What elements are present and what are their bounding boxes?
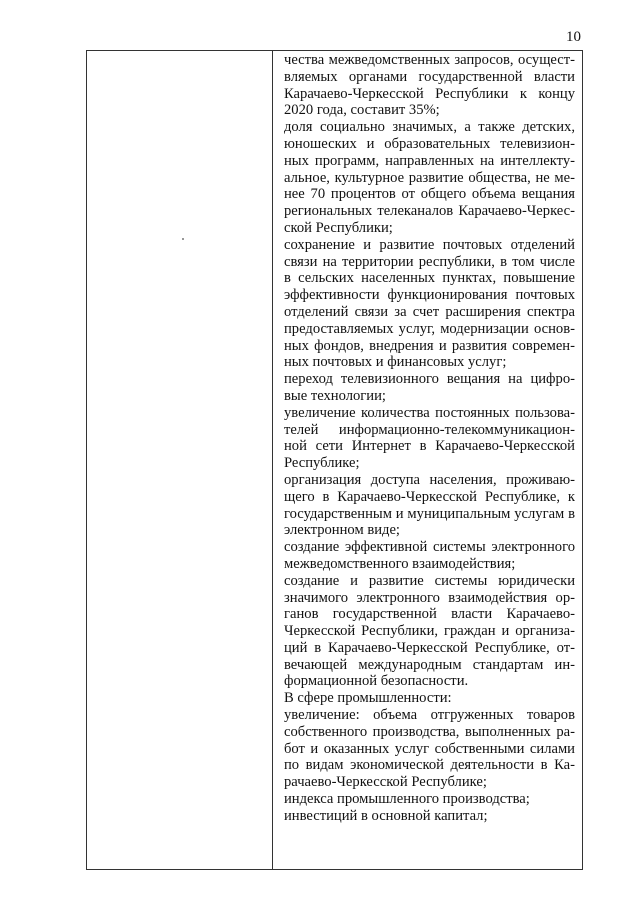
paragraph: создание и развитие системы юридически значимого электронного взаимодействия органов государственной власти Карачаево-Черкесской Республики, граждан и организаций в Карачаево-Черкесской Республике, отвечающей международным стандартам информационной безопасности. [284, 572, 575, 690]
paragraph: организация доступа населения, проживающего в Карачаево-Черкесской Республике, к государственным и муниципальным услугам в электронном виде; [284, 471, 575, 539]
section-heading: В сфере промышленности: [284, 690, 452, 707]
paragraph: увеличение количества постоянных пользователей информационно-телекоммуникационной сети Интернет в Карачаево-Черкесской Республике; [284, 404, 575, 472]
scan-speck-mark [182, 238, 184, 240]
paragraph: доля социально значимых, а также детских, юношеских и образовательных телевизионных программ, направленных на интеллектуальное, культурное развитие общества, не менее 70 процентов от общего объема вещания региональных телеканалов Карачаево-Черкесской Республики; [284, 119, 575, 236]
paragraph: создание эффективной системы электронного межведомственного взаимодействия; [284, 539, 575, 572]
document-table [86, 50, 583, 870]
table-left-cell [87, 51, 273, 869]
paragraph: инвестиций в основной капитал; [284, 807, 488, 824]
table-right-cell [274, 51, 582, 869]
paragraph: переход телевизионного вещания на цифровые технологии; [284, 371, 575, 404]
paragraph: чества межведомственных запросов, осуществляемых органами государственной власти Карачаево-Черкесской Республики к концу 2020 года, составит 35%; [284, 52, 575, 119]
page-number: 10 [566, 29, 581, 45]
paragraph: сохранение и развитие почтовых отделений связи на территории республики, в том числе в сельских населенных пунктах, повышение эффективности функционирования почтовых отделений связи за счет расширения спектра предоставляемых услуг, модернизации основных фондов, внедрения и развития современных почтовых и финансовых услуг; [284, 236, 575, 371]
paragraph: индекса промышленного производства; [284, 791, 530, 808]
paragraph: увеличение: объема отгруженных товаров собственного производства, выполненных работ и оказанных услуг собственными силами по видам экономической деятельности в Карачаево-Черкесской Республике; [284, 707, 575, 791]
